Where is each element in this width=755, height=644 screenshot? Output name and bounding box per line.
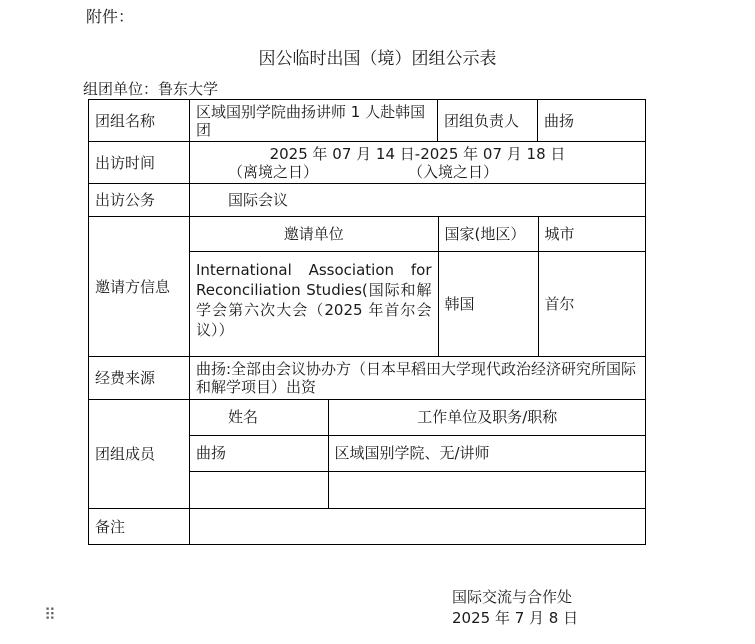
row-members xyxy=(89,400,646,509)
entry-note: （入境之日） xyxy=(408,162,499,181)
row-mission xyxy=(89,184,646,217)
visit-time-label: 出访时间 xyxy=(89,142,190,184)
attachment-label: 附件： xyxy=(86,7,135,26)
member-position xyxy=(328,471,646,508)
funding-value: 曲扬:全部由会议协办方（日本早稻田大学现代政治经济研究所国际和解学项目）出资 xyxy=(190,357,646,400)
group-name-label: 团组名称 xyxy=(89,100,190,142)
remarks-label: 备注 xyxy=(89,509,190,545)
inviter-col-city: 城市 xyxy=(538,217,646,251)
member-name xyxy=(190,471,328,508)
drag-handle-icon[interactable]: ⠿ xyxy=(44,605,54,624)
organizing-unit xyxy=(83,78,218,99)
visit-time-value: 2025 年 07 月 14 日-2025 年 07 月 18 日 xyxy=(269,144,566,163)
inviter-subtable xyxy=(190,217,646,356)
members-label: 团组成员 xyxy=(89,400,190,509)
document-title: 因公临时出国（境）团组公示表 xyxy=(258,49,497,69)
member-position: 区域国别学院、无/讲师 xyxy=(328,435,646,471)
funding-label: 经费来源 xyxy=(89,357,190,400)
inviter-city: 首尔 xyxy=(538,251,646,356)
mission-value: 国际会议 xyxy=(190,184,646,217)
group-name-value: 区域国别学院曲扬讲师 1 人赴韩国团 xyxy=(190,100,438,142)
members-cell xyxy=(190,400,646,509)
inviter-col-unit: 邀请单位 xyxy=(190,217,438,251)
mission-label: 出访公务 xyxy=(89,184,190,217)
row-inviter xyxy=(89,217,646,357)
row-visit-time xyxy=(89,142,646,184)
inviter-label: 邀请方信息 xyxy=(89,217,190,357)
issuer: 国际交流与合作处 xyxy=(452,588,573,606)
inviter-unit: International Association for Reconciliation Studies(国际和解学会第六次大会（2025 年首尔会议）） xyxy=(190,251,438,356)
issue-date: 2025 年 7 月 8 日 xyxy=(452,609,579,627)
leader-value: 曲扬 xyxy=(538,100,646,142)
remarks-value xyxy=(190,509,646,545)
members-col-name: 姓名 xyxy=(190,400,328,435)
inviter-col-country: 国家(地区） xyxy=(438,217,538,251)
members-col-position: 工作单位及职务/职称 xyxy=(328,400,646,435)
visit-time-cell xyxy=(190,142,646,184)
exit-note: （离境之日） xyxy=(228,162,319,181)
member-name: 曲扬 xyxy=(190,435,328,471)
leader-label: 团组负责人 xyxy=(438,100,538,142)
inviter-cell xyxy=(190,217,646,357)
organizing-unit-label: 组团单位： xyxy=(83,80,159,98)
table-row xyxy=(190,471,646,508)
members-subtable xyxy=(190,400,646,508)
row-funding xyxy=(89,357,646,400)
visit-time-notes xyxy=(196,163,639,181)
row-remarks xyxy=(89,509,646,545)
publicity-table xyxy=(88,99,646,545)
organizing-unit-value: 鲁东大学 xyxy=(158,80,219,98)
inviter-country: 韩国 xyxy=(438,251,538,356)
row-group-name xyxy=(89,100,646,142)
table-row xyxy=(190,435,646,471)
